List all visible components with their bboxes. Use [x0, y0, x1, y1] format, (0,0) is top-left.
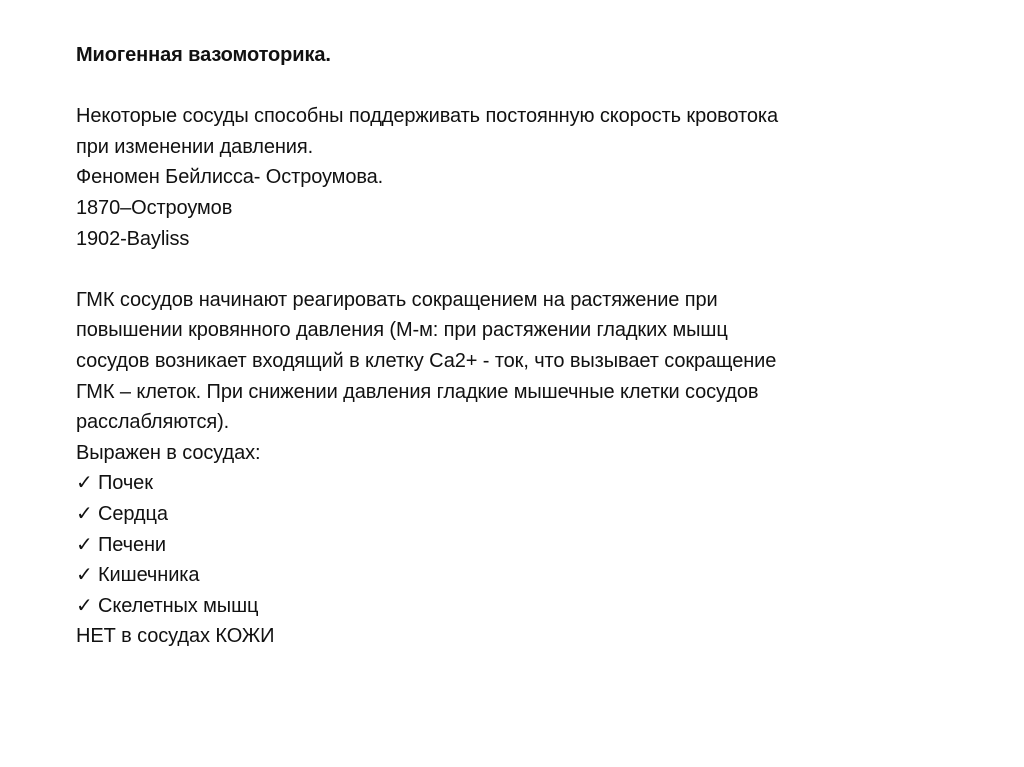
mechanism-line: ГМК – клеток. При снижении давления гладкие мышечные клетки сосудов	[76, 380, 759, 403]
organ-item	[76, 499, 976, 530]
organ-label: Печени	[98, 533, 166, 556]
organ-label: Кишечника	[98, 564, 200, 587]
organ-label: Почек	[98, 472, 153, 495]
slide-title: Миогенная вазомоторика.	[76, 44, 331, 66]
slide-text	[76, 40, 976, 652]
checkmark-icon: ✓	[76, 533, 93, 556]
checkmark-icon: ✓	[76, 594, 93, 617]
mechanism-line: сосудов возникает входящий в клетку Са2+ - ток, что вызывает сокращение	[76, 349, 777, 372]
mechanism-line: ГМК сосудов начинают реагировать сокращением на растяжение при	[76, 288, 718, 311]
expressed-heading: Выражен в сосудах:	[76, 441, 261, 464]
organ-item	[76, 591, 976, 622]
intro-line: Феномен Бейлисса- Остроумова.	[76, 166, 384, 189]
organ-item	[76, 468, 976, 499]
organ-label: Сердца	[98, 502, 168, 525]
absent-note: НЕТ в сосудах КОЖИ	[76, 625, 275, 648]
checkmark-icon: ✓	[76, 502, 93, 525]
organ-item	[76, 530, 976, 561]
intro-line: Некоторые сосуды способны поддерживать постоянную скорость кровотока	[76, 105, 778, 128]
mechanism-line: повышении кровянного давления (М-м: при растяжении гладких мышц	[76, 319, 728, 342]
checkmark-icon: ✓	[76, 472, 93, 495]
intro-line: при изменении давления.	[76, 135, 314, 158]
intro-line: 1870–Остроумов	[76, 196, 233, 219]
organ-item	[76, 560, 976, 591]
checkmark-icon: ✓	[76, 564, 93, 587]
blank-line	[76, 71, 976, 102]
mechanism-line: расслабляются).	[76, 411, 230, 434]
intro-line: 1902-Bayliss	[76, 227, 190, 250]
blank-line	[76, 254, 976, 285]
organ-label: Скелетных мышц	[98, 594, 259, 617]
